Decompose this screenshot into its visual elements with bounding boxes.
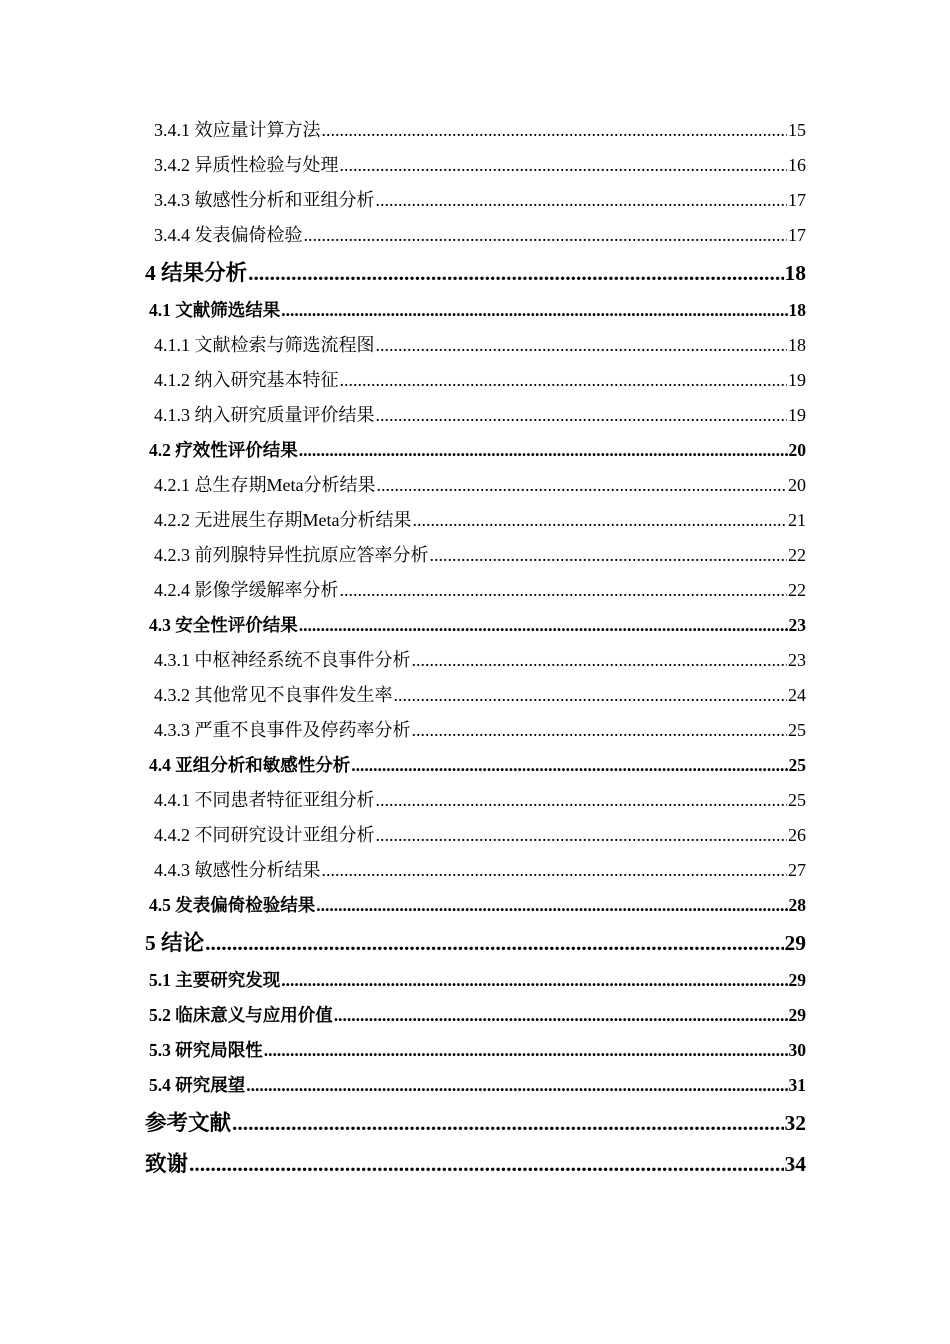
toc-section-entry[interactable]: [149, 1002, 806, 1026]
dot-leader: [248, 261, 783, 286]
toc-entry[interactable]: [154, 786, 806, 810]
dot-leader: [304, 225, 788, 246]
toc-page-number: 21: [788, 510, 806, 530]
toc-page-number: 20: [788, 475, 806, 495]
toc-page-number: 25: [788, 755, 806, 775]
toc-entry-title: 4.2.1 总生存期Meta分析结果: [154, 475, 376, 495]
toc-section-entry[interactable]: [149, 612, 806, 636]
dot-leader: [376, 790, 788, 811]
toc-entry-title: 4.3.1 中枢神经系统不良事件分析: [154, 650, 411, 670]
toc-entry-title: 4.2.3 前列腺特异性抗原应答率分析: [154, 545, 429, 565]
toc-entry-title: 4.2 疗效性评价结果: [149, 440, 298, 460]
dot-leader: [376, 190, 788, 211]
toc-page-number: 31: [788, 1075, 806, 1095]
toc-page-number: 15: [788, 120, 806, 140]
toc-page-number: 19: [788, 370, 806, 390]
toc-entry[interactable]: [154, 471, 806, 495]
dot-leader: [299, 440, 788, 461]
toc-page-number: 34: [784, 1152, 806, 1176]
toc-entry-title: 参考文献: [145, 1111, 232, 1135]
dot-leader: [322, 120, 788, 141]
toc-page-number: 22: [788, 580, 806, 600]
toc-entry[interactable]: [154, 331, 806, 355]
toc-entry[interactable]: [154, 366, 806, 390]
toc-section-entry[interactable]: [149, 297, 806, 321]
toc-entry-title: 4.3 安全性评价结果: [149, 615, 298, 635]
dot-leader: [334, 1005, 788, 1026]
toc-entry-title: 3.4.2 异质性检验与处理: [154, 155, 339, 175]
dot-leader: [299, 615, 788, 636]
toc-entry[interactable]: [154, 401, 806, 425]
dot-leader: [340, 370, 788, 391]
toc-section-entry[interactable]: [149, 967, 806, 991]
dot-leader: [246, 1075, 787, 1096]
toc-entry-title: 4.1.1 文献检索与筛选流程图: [154, 335, 375, 355]
toc-entry[interactable]: [154, 646, 806, 670]
toc-entry[interactable]: [154, 576, 806, 600]
toc-section-entry[interactable]: [149, 892, 806, 916]
toc-page-number: 32: [784, 1111, 806, 1135]
toc-section-entry[interactable]: [149, 752, 806, 776]
toc-page-number: 29: [788, 970, 806, 990]
toc-entry-title: 3.4.1 效应量计算方法: [154, 120, 321, 140]
toc-entry-title: 5.4 研究展望: [149, 1075, 246, 1095]
toc-chapter-entry[interactable]: [145, 926, 806, 954]
toc-page-number: 18: [788, 300, 806, 320]
toc-page-number: 26: [788, 825, 806, 845]
toc-page-number: 27: [788, 860, 806, 880]
toc-entry-title: 5 结论: [145, 931, 205, 955]
dot-leader: [412, 510, 787, 531]
toc-entry[interactable]: [154, 506, 806, 530]
toc-page-number: 28: [788, 895, 806, 915]
toc-page-number: 29: [784, 931, 806, 955]
toc-entry-title: 3.4.3 敏感性分析和亚组分析: [154, 190, 375, 210]
toc-page-number: 30: [788, 1040, 806, 1060]
dot-leader: [412, 720, 788, 741]
toc-page-number: 25: [788, 720, 806, 740]
toc-entry-title: 4.2.2 无进展生存期Meta分析结果: [154, 510, 412, 530]
toc-entry-title: 5.2 临床意义与应用价值: [149, 1005, 333, 1025]
dot-leader: [340, 155, 788, 176]
toc-entry-title: 4.5 发表偏倚检验结果: [149, 895, 316, 915]
toc-entry[interactable]: [154, 856, 806, 880]
dot-leader: [322, 860, 788, 881]
toc-chapter-entry[interactable]: [145, 256, 806, 284]
toc-section-entry[interactable]: [149, 1037, 806, 1061]
dot-leader: [281, 300, 787, 321]
toc-chapter-entry[interactable]: [145, 1147, 806, 1175]
dot-leader: [189, 1152, 783, 1177]
toc-entry-title: 3.4.4 发表偏倚检验: [154, 225, 303, 245]
dot-leader: [264, 1040, 788, 1061]
toc-section-entry[interactable]: [149, 437, 806, 461]
dot-leader: [205, 931, 783, 956]
toc-entry-title: 致谢: [145, 1152, 189, 1176]
toc-page-number: 18: [788, 335, 806, 355]
dot-leader: [430, 545, 788, 566]
toc-page-number: 17: [788, 225, 806, 245]
dot-leader: [376, 475, 787, 496]
toc-entry[interactable]: [154, 681, 806, 705]
toc-entry[interactable]: [154, 716, 806, 740]
toc-entry-title: 5.3 研究局限性: [149, 1040, 263, 1060]
toc-entry-title: 4 结果分析: [145, 261, 248, 285]
toc-entry-title: 4.4 亚组分析和敏感性分析: [149, 755, 351, 775]
dot-leader: [394, 685, 788, 706]
toc-entry[interactable]: [154, 116, 806, 140]
toc-page-number: 16: [788, 155, 806, 175]
toc-entry[interactable]: [154, 821, 806, 845]
dot-leader: [232, 1111, 783, 1136]
toc-entry-title: 4.1.2 纳入研究基本特征: [154, 370, 339, 390]
toc-page-number: 29: [788, 1005, 806, 1025]
dot-leader: [376, 825, 788, 846]
toc-page-number: 23: [788, 615, 806, 635]
toc-page-number: 24: [788, 685, 806, 705]
dot-leader: [281, 970, 787, 991]
toc-chapter-entry[interactable]: [145, 1106, 806, 1134]
toc-entry-title: 4.2.4 影像学缓解率分析: [154, 580, 339, 600]
toc-entry-title: 4.1.3 纳入研究质量评价结果: [154, 405, 375, 425]
toc-entry-title: 4.4.1 不同患者特征亚组分析: [154, 790, 375, 810]
dot-leader: [351, 755, 787, 776]
toc-page-number: 18: [784, 261, 806, 285]
toc-page-number: 25: [788, 790, 806, 810]
toc-page-number: 23: [788, 650, 806, 670]
toc-entry-title: 4.3.2 其他常见不良事件发生率: [154, 685, 393, 705]
toc-page-number: 19: [788, 405, 806, 425]
toc-entry[interactable]: [154, 151, 806, 175]
toc-entry-title: 4.4.2 不同研究设计亚组分析: [154, 825, 375, 845]
toc-entry[interactable]: [154, 186, 806, 210]
toc-entry-title: 4.1 文献筛选结果: [149, 300, 281, 320]
toc-page-number: 17: [788, 190, 806, 210]
dot-leader: [340, 580, 788, 601]
toc-entry[interactable]: [154, 541, 806, 565]
dot-leader: [316, 895, 787, 916]
toc-entry[interactable]: [154, 221, 806, 245]
dot-leader: [412, 650, 788, 671]
toc-entry-title: 5.1 主要研究发现: [149, 970, 281, 990]
toc-page-number: 20: [788, 440, 806, 460]
dot-leader: [376, 335, 788, 356]
toc-entry-title: 4.4.3 敏感性分析结果: [154, 860, 321, 880]
toc-section-entry[interactable]: [149, 1072, 806, 1096]
dot-leader: [376, 405, 788, 426]
toc-page-number: 22: [788, 545, 806, 565]
toc-entry-title: 4.3.3 严重不良事件及停药率分析: [154, 720, 411, 740]
